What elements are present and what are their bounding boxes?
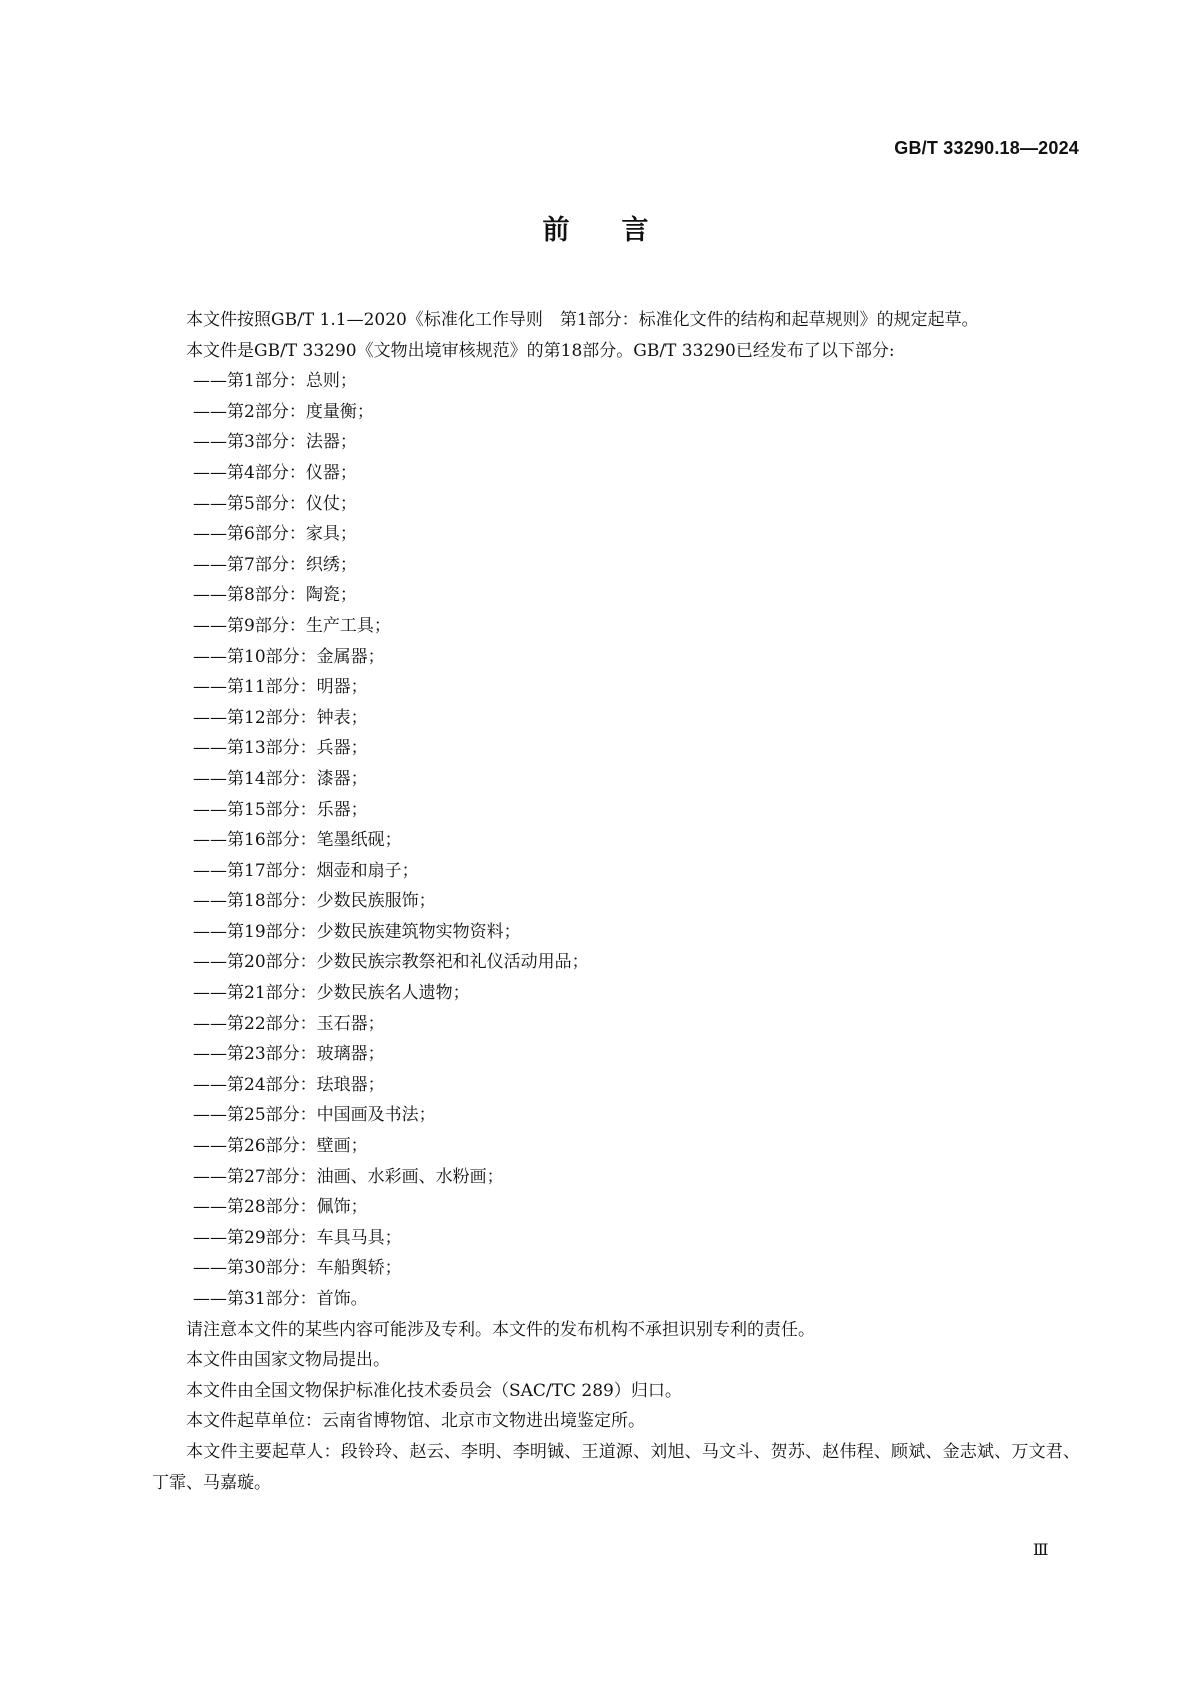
list-item: ——第22部分：玉石器；	[193, 1013, 385, 1034]
list-item: ——第29部分：车具马具；	[193, 1227, 402, 1248]
list-item: ——第16部分：笔墨纸砚；	[193, 830, 402, 851]
list-item: ——第13部分：兵器；	[193, 738, 368, 759]
title-char-1: 前	[542, 215, 570, 246]
list-item: ——第24部分：珐琅器；	[193, 1074, 385, 1095]
list-item: ——第20部分：少数民族宗教祭祀和礼仪活动用品；	[193, 952, 589, 973]
list-item: ——第19部分：少数民族建筑物实物资料；	[193, 921, 521, 942]
list-item: ——第26部分：壁画；	[193, 1136, 368, 1157]
list-item: ——第27部分：油画、水彩画、水粉画；	[193, 1166, 504, 1187]
list-item: ——第2部分：度量衡；	[193, 401, 374, 422]
standard-code: GB/T 33290.18—2024	[894, 138, 1079, 158]
page-number: Ⅲ	[1033, 1540, 1049, 1559]
list-item: ——第7部分：织绣；	[193, 554, 357, 575]
list-item: ——第5部分：仪仗；	[193, 493, 357, 514]
list-item: ——第9部分：生产工具；	[193, 615, 391, 636]
list-item: ——第14部分：漆器；	[193, 768, 368, 789]
list-item: ——第17部分：烟壶和扇子；	[193, 860, 419, 881]
list-item: ——第23部分：玻璃器；	[193, 1044, 385, 1065]
list-item: ——第4部分：仪器；	[193, 462, 357, 483]
page-title	[0, 208, 1191, 247]
title-char-2: 言	[621, 215, 649, 246]
patent-notice: 请注意本文件的某些内容可能涉及专利。本文件的发布机构不承担识别专利的责任。	[186, 1319, 815, 1340]
list-item: ——第15部分：乐器；	[193, 799, 368, 820]
list-item: ——第8部分：陶瓷；	[193, 585, 357, 606]
list-item: ——第11部分：明器；	[193, 677, 368, 698]
main-drafters: 本文件主要起草人：段铃玲、赵云、李明、李明铖、王道源、刘旭、马文斗、贺苏、赵伟程、顾斌、金志斌、万文君、丁霏、马嘉璇。	[152, 1441, 1080, 1493]
list-item: ——第18部分：少数民族服饰；	[193, 891, 436, 912]
list-item: ——第10部分：金属器；	[193, 646, 385, 667]
foreword-body	[152, 305, 1080, 1498]
series-paragraph: 本文件是GB/T 33290《文物出境审核规范》的第18部分。GB/T 33290已经发布了以下部分:	[186, 340, 895, 361]
list-item: ——第1部分：总则；	[193, 371, 357, 392]
list-item: ——第6部分：家具；	[193, 524, 357, 545]
proposer-statement: 本文件由国家文物局提出。	[186, 1350, 390, 1371]
list-item: ——第31部分：首饰。	[193, 1289, 368, 1309]
drafting-rule-paragraph: 本文件按照GB/T 1.1—2020《标准化工作导则 第1部分：标准化文件的结构和起草规则》的规定起草。	[186, 310, 979, 330]
list-item: ——第3部分：法器；	[193, 432, 357, 453]
parts-list	[152, 366, 1080, 1314]
centralized-statement: 本文件由全国文物保护标准化技术委员会（SAC/TC 289）归口。	[186, 1380, 682, 1401]
list-item: ——第30部分：车船舆轿；	[193, 1258, 402, 1279]
list-item: ——第25部分：中国画及书法；	[193, 1105, 436, 1126]
list-item: ——第28部分：佩饰；	[193, 1197, 368, 1218]
list-item: ——第12部分：钟表；	[193, 707, 368, 728]
list-item: ——第21部分：少数民族名人遗物；	[193, 983, 470, 1004]
drafting-units: 本文件起草单位：云南省博物馆、北京市文物进出境鉴定所。	[186, 1411, 645, 1432]
